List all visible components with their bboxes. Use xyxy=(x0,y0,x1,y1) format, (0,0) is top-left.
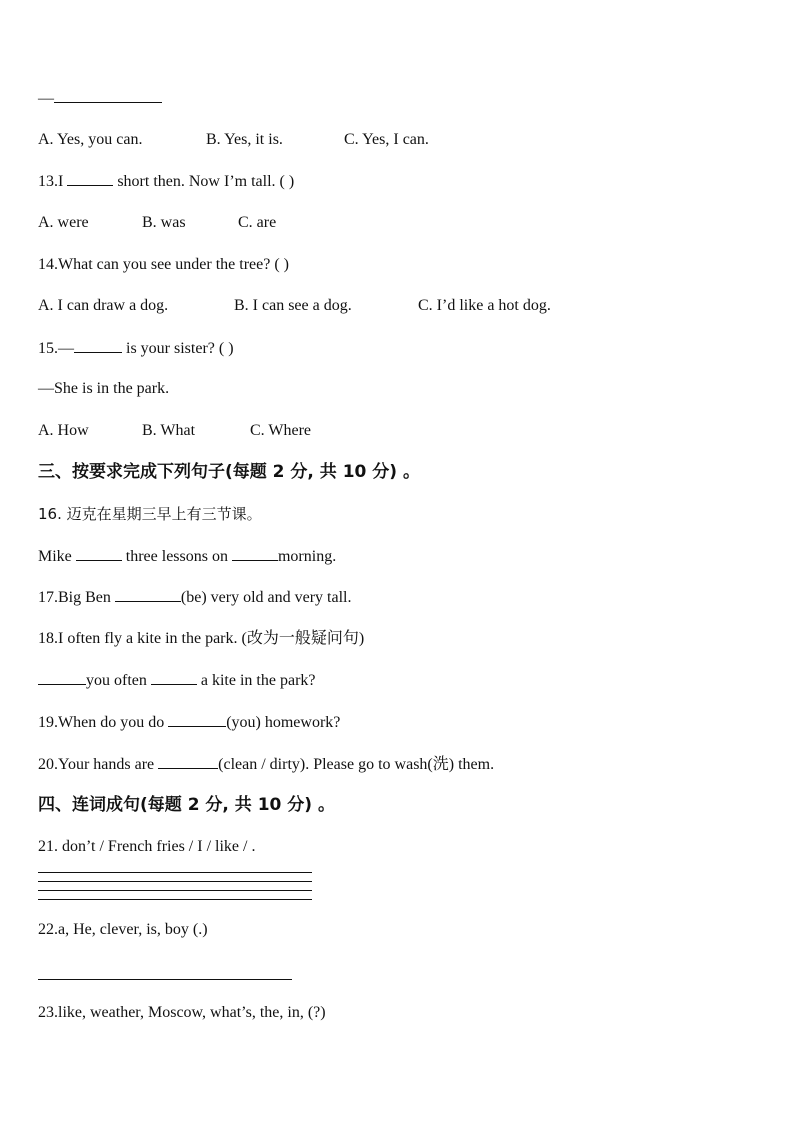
q15-blank[interactable] xyxy=(74,338,122,353)
q16-text-b: three lessons on xyxy=(125,548,228,565)
q13-option-a[interactable]: A. were xyxy=(38,214,89,231)
q15-options xyxy=(38,421,311,441)
q14-option-a[interactable]: A. I can draw a dog. xyxy=(38,297,169,314)
q16-stem: 16. 迈克在星期三早上有三节课。 xyxy=(38,505,262,523)
q16-text-a: Mike xyxy=(38,548,72,565)
q16-blank-1[interactable] xyxy=(76,546,122,561)
q23-stem: 23.like, weather, Moscow, what’s, the, in, (?) xyxy=(38,1004,326,1021)
q12-option-a[interactable]: A. Yes, you can. xyxy=(38,131,143,148)
section-3-heading: 三、按要求完成下列句子(每题 2 分, 共 10 分) 。 xyxy=(38,462,420,482)
q13-options xyxy=(38,213,276,233)
q13-text: short then. Now I’m tall. ( ) xyxy=(117,173,295,190)
q12-options xyxy=(38,130,429,150)
q12-blank[interactable] xyxy=(54,88,162,103)
q21-stem: 21. don’t / French fries / I / like / . xyxy=(38,838,256,855)
q13-option-b[interactable]: B. was xyxy=(142,214,186,231)
q21-writing-line-4[interactable] xyxy=(38,899,312,900)
q15-text: is your sister? ( ) xyxy=(126,340,234,357)
q18-answer-line xyxy=(38,670,316,691)
q17-number: 17.Big Ben xyxy=(38,589,111,606)
q12-option-c[interactable]: C. Yes, I can. xyxy=(344,131,429,148)
q16-text-c: morning. xyxy=(277,548,337,565)
q18-text-b: a kite in the park? xyxy=(200,672,316,689)
q17-blank[interactable] xyxy=(115,587,181,602)
q15-option-b[interactable]: B. What xyxy=(142,422,196,439)
q20-text: (clean / dirty). Please go to wash(洗) them. xyxy=(218,756,495,773)
q19-stem xyxy=(38,712,340,733)
q14-option-c[interactable]: C. I’d like a hot dog. xyxy=(418,297,551,314)
q19-blank[interactable] xyxy=(168,712,226,727)
q21-writing-line-2[interactable] xyxy=(38,881,312,882)
q20-blank[interactable] xyxy=(158,754,218,769)
q15-number: 15.— xyxy=(38,340,74,357)
q14-option-b[interactable]: B. I can see a dog. xyxy=(234,297,352,314)
q13-stem xyxy=(38,171,294,192)
q14-stem: 14.What can you see under the tree? ( ) xyxy=(38,256,289,273)
q15-option-c[interactable]: C. Where xyxy=(250,422,312,439)
q18-text-a: you often xyxy=(86,672,147,689)
q22-writing-line[interactable] xyxy=(38,979,292,980)
q17-stem xyxy=(38,587,352,608)
q18-stem: 18.I often fly a kite in the park. (改为一般疑问句) xyxy=(38,630,365,647)
q19-number: 19.When do you do xyxy=(38,714,165,731)
q17-text: (be) very old and very tall. xyxy=(180,589,352,606)
q21-writing-line-3[interactable] xyxy=(38,890,312,891)
q14-options xyxy=(38,296,551,316)
q21-writing-line-1[interactable] xyxy=(38,872,312,873)
q13-option-c[interactable]: C. are xyxy=(238,214,277,231)
q20-stem xyxy=(38,754,494,775)
q18-blank-1[interactable] xyxy=(38,670,86,685)
section-4-heading: 四、连词成句(每题 2 分, 共 10 分) 。 xyxy=(38,795,335,815)
q13-blank[interactable] xyxy=(67,171,113,186)
q15-answer: —She is in the park. xyxy=(38,380,170,397)
q16-blank-2[interactable] xyxy=(232,546,278,561)
q12-option-b[interactable]: B. Yes, it is. xyxy=(206,131,283,148)
q20-number: 20.Your hands are xyxy=(38,756,155,773)
q19-text: (you) homework? xyxy=(226,714,341,731)
q15-option-a[interactable]: A. How xyxy=(38,422,89,439)
q12-answer-line xyxy=(38,88,162,109)
q18-blank-2[interactable] xyxy=(151,670,197,685)
q15-stem xyxy=(38,338,234,359)
q22-stem: 22.a, He, clever, is, boy (.) xyxy=(38,921,208,938)
q13-number: 13.I xyxy=(38,173,64,190)
q16-answer-line xyxy=(38,546,336,567)
q12-dash: — xyxy=(38,90,54,107)
